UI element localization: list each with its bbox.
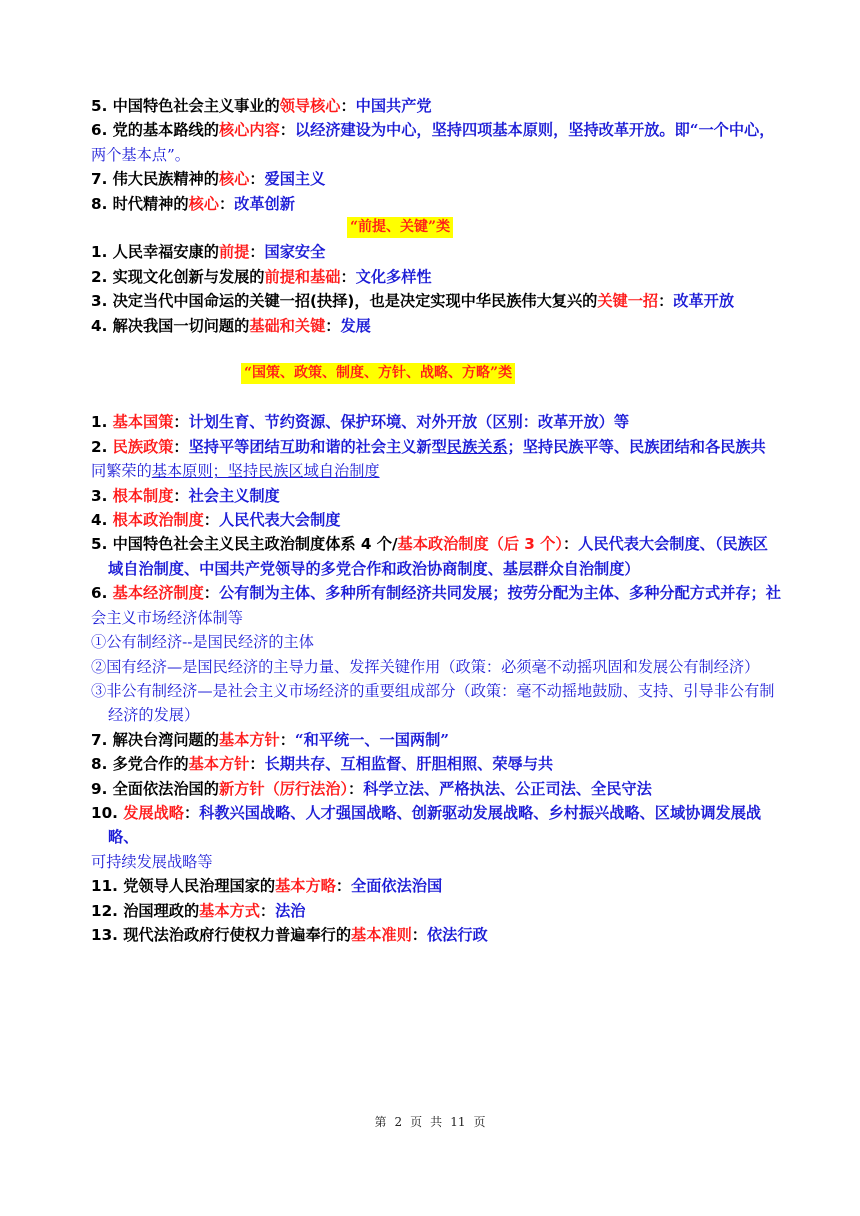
- item-text: 6. 党的基本路线的: [91, 121, 219, 140]
- item-3-key-move: [91, 289, 781, 313]
- keyword: 基本方针: [218, 730, 280, 749]
- item-text: 8. 多党合作的: [91, 755, 189, 774]
- item-2-continuation: [91, 459, 781, 483]
- answer: 发展: [340, 316, 371, 335]
- section-heading-premise-key: “前提、关键”类: [347, 217, 453, 238]
- total-pages: 11: [450, 1115, 466, 1129]
- keyword: 关键一招: [597, 292, 659, 311]
- keyword: 核心: [188, 194, 219, 213]
- answer: 依法行政: [426, 925, 488, 944]
- keyword: 新方针（厉行法治）: [218, 779, 349, 798]
- keyword: 领导核心: [279, 97, 341, 115]
- item-text: 4. 解决我国一切问题的: [91, 316, 250, 335]
- answer: 全面依法治国: [351, 877, 443, 896]
- item-9-rule-of-law: [91, 777, 781, 801]
- answer: 中国共产党: [355, 97, 432, 115]
- colon: ：: [173, 413, 189, 432]
- keyword: 基本经济制度: [112, 584, 204, 603]
- keyword: 前提和基础: [264, 267, 341, 286]
- item-number: 1.: [91, 413, 113, 432]
- footer-text: 第: [374, 1115, 387, 1129]
- answer: 法治: [275, 901, 306, 920]
- colon: ：: [562, 535, 579, 554]
- item-number: 4.: [91, 511, 113, 530]
- item-text: 7. 伟大民族精神的: [91, 170, 219, 189]
- item-number: 2.: [91, 437, 113, 456]
- colon: ：: [249, 755, 265, 774]
- colon: ：: [203, 511, 219, 530]
- item-6-basic-economic-system: [91, 581, 781, 605]
- heading-premise-row: [91, 216, 781, 240]
- item-2-ethnic-policy: [91, 435, 781, 459]
- item-text: 12. 治国理政的: [91, 901, 200, 920]
- answer: 以经济建设为中心，坚持四项基本原则，坚持改革开放。即“一个中心，: [294, 121, 775, 140]
- keyword: 根本政治制度: [112, 511, 204, 530]
- colon: ：: [340, 267, 356, 286]
- section-heading-policy: “国策、政策、制度、方针、战略、方略”类: [241, 363, 515, 384]
- item-4-foundation: [91, 314, 781, 338]
- item-number: 3.: [91, 486, 113, 505]
- keyword: 前提: [218, 243, 250, 262]
- answer: ；坚持民族平等、民族团结和各民族共: [507, 437, 766, 456]
- answer: 改革开放: [673, 292, 735, 311]
- answer-underlined: 制度: [349, 462, 380, 481]
- item-10-continuation: 可持续发展战略等: [91, 852, 213, 871]
- keyword: 民族政策: [112, 437, 174, 456]
- keyword: 基本准则: [351, 925, 412, 944]
- keyword: 基本方针: [188, 755, 250, 774]
- item-1-basic-national-policy: [91, 410, 781, 434]
- item-text: 13. 现代法治政府行使权力普遍奉行的: [91, 925, 352, 944]
- item-11-governance: [91, 874, 781, 898]
- item-6-basic-line: [91, 118, 781, 142]
- item-3-fundamental-system: [91, 484, 781, 508]
- item-text: 1. 人民幸福安康的: [91, 243, 219, 262]
- page-footer: [0, 1113, 860, 1130]
- item-8-era-spirit: [91, 192, 781, 216]
- answer: “和平统一、一国两制”: [294, 730, 450, 749]
- colon: ：: [203, 584, 219, 603]
- item-5-democratic-political-system: [91, 532, 781, 581]
- item-text: 5. 中国特色社会主义民主政治制度体系 4 个/: [91, 535, 398, 554]
- footer-text: 页: [410, 1115, 423, 1129]
- colon: ：: [335, 877, 352, 896]
- circled-item-3: ③非公有制经济—是社会主义市场经济的重要组成部分（政策：毫不动摇地鼓励、支持、引导非公有制经济的发展）: [91, 681, 775, 725]
- item-1-happiness: [91, 240, 781, 264]
- answer: 公有制为主体、多种所有制经济共同发展；按劳分配为主体、多种分配方式并存；社: [218, 584, 781, 603]
- answer: 坚持平等团结互助和谐的社会主义新型: [188, 437, 447, 456]
- item-text: 2. 实现文化创新与发展的: [91, 267, 265, 286]
- footer-text: 共: [430, 1115, 443, 1129]
- item-10-strategy: [91, 801, 781, 850]
- colon: ：: [173, 486, 189, 505]
- keyword: 核心内容: [218, 121, 280, 140]
- answer: 科学立法、严格执法、公正司法、全民守法: [363, 779, 652, 798]
- item-2-culture: [91, 265, 781, 289]
- answer: 科教兴国战略、人才强国战略、创新驱动发展战略、乡村振兴战略、区域协调发展战略、: [108, 803, 762, 847]
- keyword: 根本制度: [112, 486, 174, 505]
- answer: 人民代表大会制度、（民族区域自治制度、中国共产党领导的多党合作和政治协商制度、基层群众自治制度）: [108, 535, 768, 578]
- item-4-fundamental-political-system: [91, 508, 781, 532]
- colon: ：: [218, 194, 235, 213]
- colon: ：: [259, 901, 276, 920]
- keyword: 基础和关键: [249, 316, 326, 335]
- answer: 国家安全: [264, 243, 326, 262]
- keyword: 基本方式: [199, 901, 260, 920]
- colon: ：: [183, 803, 200, 822]
- spacer: [91, 386, 781, 410]
- answer-underlined: 民族关系: [446, 437, 508, 456]
- keyword: 基本国策: [112, 413, 174, 432]
- answer: 文化多样性: [355, 267, 432, 286]
- colon: ：: [249, 243, 265, 262]
- answer: 同繁荣的: [91, 462, 152, 481]
- colon: ：: [249, 170, 265, 189]
- answer-underlined: ；坚持民族区域自治: [212, 462, 350, 481]
- answer: 长期共存、互相监督、肝胆相照、荣辱与共: [264, 755, 554, 774]
- answer-underlined: 基本原则: [151, 462, 213, 481]
- keyword: 基本方略: [275, 877, 336, 896]
- item-6-continuation: 两个基本点”。: [91, 145, 190, 164]
- current-page-number: 2: [394, 1115, 403, 1129]
- heading-policy-row: [91, 362, 781, 386]
- item-13-administration: [91, 923, 781, 947]
- colon: ：: [173, 437, 189, 456]
- colon: ：: [658, 292, 674, 311]
- item-8-multiparty: [91, 752, 781, 776]
- answer: 计划生育、节约资源、保护环境、对外开放（区别：改革开放）等: [188, 413, 629, 432]
- spacer: [91, 338, 781, 362]
- item-text: 8. 时代精神的: [91, 194, 189, 213]
- colon: ：: [279, 121, 295, 140]
- item-text: 5. 中国特色社会主义事业的: [91, 97, 280, 115]
- item-number: 6.: [91, 584, 113, 603]
- circled-item-1: ①公有制经济--是国民经济的主体: [91, 633, 314, 652]
- colon: ：: [348, 779, 364, 798]
- colon: ：: [340, 97, 356, 115]
- colon: ：: [325, 316, 341, 335]
- item-text: 11. 党领导人民治理国家的: [91, 877, 276, 896]
- answer: 爱国主义: [264, 170, 326, 189]
- circled-item-2: ②国有经济—是国民经济的主导力量、发挥关键作用（政策：必须毫不动摇巩固和发展公有制经济）: [91, 657, 760, 676]
- item-12-governance-method: [91, 899, 781, 923]
- content: [91, 94, 781, 947]
- item-text: 9. 全面依法治国的: [91, 779, 219, 798]
- answer: 改革创新: [234, 194, 295, 213]
- answer: 人民代表大会制度: [218, 511, 341, 530]
- item-number: 10.: [91, 803, 124, 822]
- colon: ：: [411, 925, 427, 944]
- item-6-continuation: 会主义市场经济体制等: [91, 608, 243, 627]
- keyword: 核心: [218, 170, 250, 189]
- colon: ：: [279, 730, 295, 749]
- answer: 社会主义制度: [188, 486, 280, 505]
- item-7-national-spirit: [91, 167, 781, 191]
- keyword: 发展战略: [123, 803, 184, 822]
- keyword: 基本政治制度（后 3 个）: [397, 535, 563, 554]
- footer-text: 页: [473, 1115, 486, 1129]
- item-text: 7. 解决台湾问题的: [91, 730, 219, 749]
- item-5-leading-core: [91, 94, 781, 118]
- item-text: 3. 决定当代中国命运的关键一招(抉择)，也是决定实现中华民族伟大复兴的: [91, 292, 598, 311]
- item-7-taiwan: [91, 728, 781, 752]
